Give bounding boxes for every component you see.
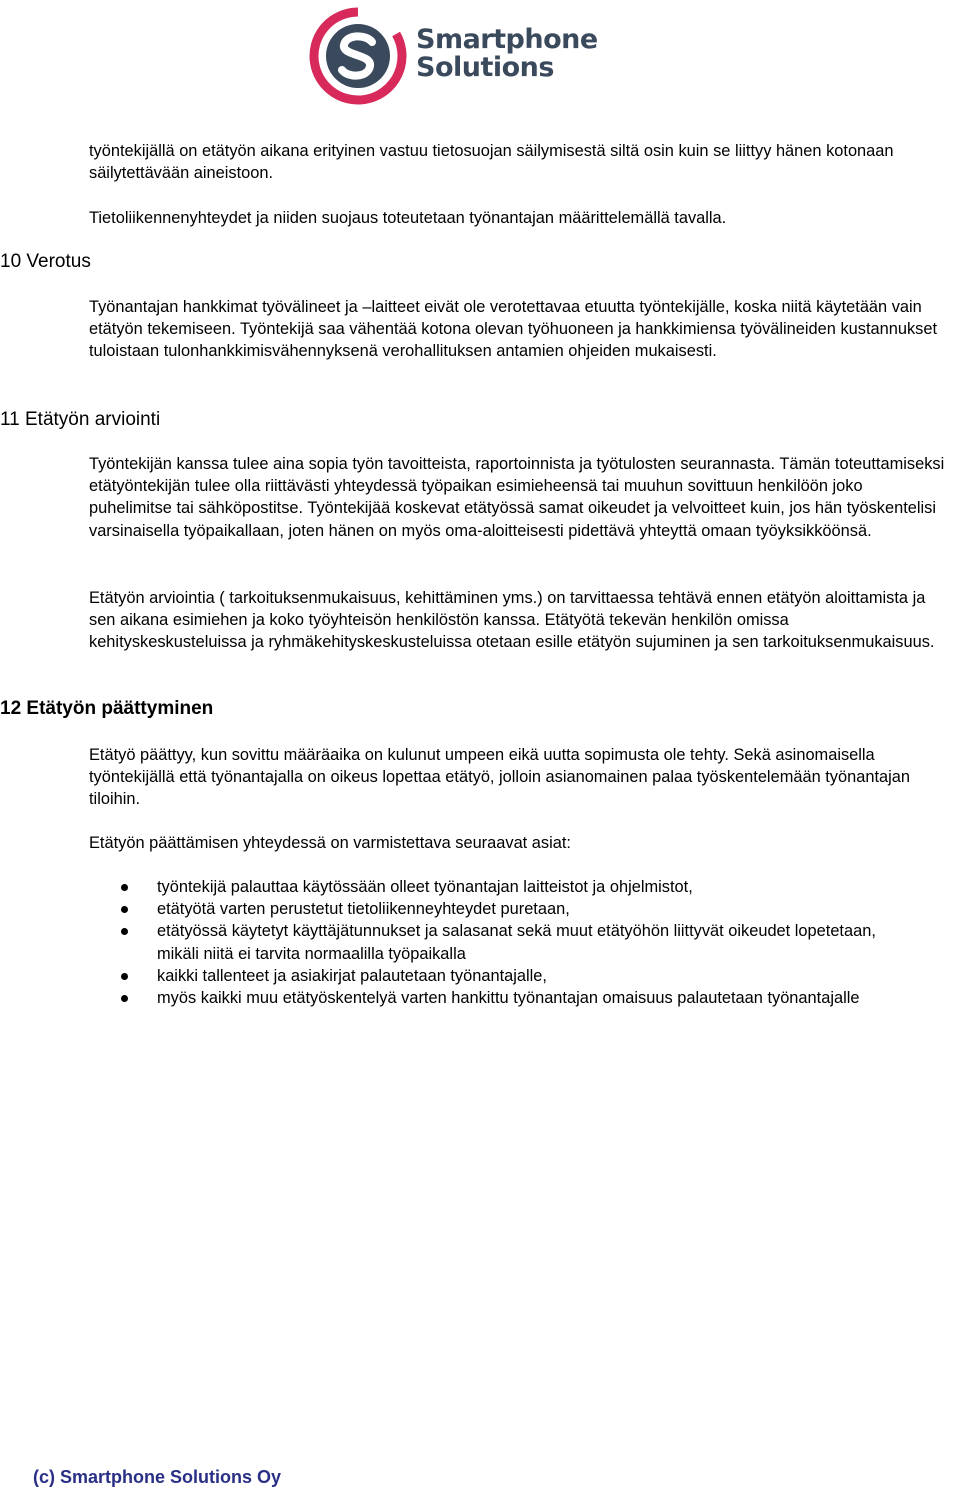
footer-copyright: (c) Smartphone Solutions Oy — [33, 1467, 282, 1487]
list-item-text: kaikki tallenteet ja asiakirjat palautetaan työnantajalle, — [157, 966, 547, 985]
list-item — [89, 898, 889, 920]
list-item-text: etätyötä varten perustetut tietoliikenneyhteydet puretaan, — [157, 900, 570, 919]
paragraph-paattyminen: Etätyö päättyy, kun sovittu määräaika on kulunut umpeen eikä uutta sopimusta ole tehty. Sekä asinomaisella työntekijällä että työnantajalla on oikeus lopettaa etätyö, jolloin asianomainen palaa työskentelemään työnantajan tiloihin. — [89, 746, 910, 809]
paragraph-tavoitteet: Työntekijän kanssa tulee aina sopia työn tavoitteista, raportoinnista ja työtulosten seurannasta. Tämän toteuttamiseksi etätyöntekijän tulee olla riittävästi yhteydessä työpaikan esimieheensä tai muuhun sovittuun henkilöön joko puhelimitse tai sähköpostitse. Työntekijää koskevat etätyössä samat oikeudet ja velvoitteet kuin, jos hän työskentelisi varsinaisella työpaikallaan, joten hänen on myös oma-aloitteisesti pidettävä yhteyttä omaan työyksikköönsä. — [89, 455, 945, 540]
logo-s-icon — [306, 4, 410, 108]
logo-line-1: Smartphone — [416, 24, 598, 55]
bullet-icon — [121, 928, 128, 935]
bullet-icon — [121, 995, 128, 1002]
heading-verotus: 10 Verotus — [0, 251, 91, 272]
list-item — [89, 965, 889, 987]
bullet-icon — [121, 906, 128, 913]
list-item-text: työntekijä palauttaa käytössään olleet työnantajan laitteistot ja ohjelmistot, — [157, 878, 693, 896]
paragraph-verotus: Työnantajan hankkimat työvälineet ja –laitteet eivät ole verotettavaa etuutta työntekijälle, koska niitä käytetään vain etätyön tekemiseen. Työntekijä saa vähentää kotona olevan työhuoneen ja hankkimiensa työvälineiden kustannukset tuloistaan tulonhankkimisvähennyksenä verohallituksen antamien ohjeiden mukaisesti. — [89, 298, 938, 361]
smartphone-solutions-logo — [306, 4, 598, 104]
list-item-text: etätyössä käytetyt käyttäjätunnukset ja salasanat sekä muut etätyöhön liittyvät oikeudet lopetetaan, mikäli niitä ei tarvita normaalilla työpaikalla — [157, 922, 876, 963]
heading-etatyon-arviointi: 11 Etätyön arviointi — [0, 409, 161, 430]
list-item — [89, 920, 889, 964]
paragraph-tietoliikenne: Tietoliikennenyhteydet ja niiden suojaus toteutetaan työnantajan määrittelemällä tavalla. — [89, 209, 727, 227]
paragraph-arviointi: Etätyön arviointia ( tarkoituksenmukaisuus, kehittäminen yms.) on tarvittaessa tehtävä ennen etätyön aloittamista ja sen aikana esimiehen ja koko työyhteisön henkilöstön kanssa. Etätyötä tekevän henkilön omissa kehityskeskusteluissa ja ryhmäkehityskeskusteluissa otetaan esille etätyön sujuminen ja sen tarkoituksenmukaisuus. — [89, 589, 935, 652]
list-item — [89, 987, 889, 1009]
bullet-icon — [121, 884, 128, 891]
list-item-text: myös kaikki muu etätyöskentelyä varten hankittu työnantajan omaisuus palautetaan työnantajalle — [157, 989, 860, 1008]
paragraph-varmistettava: Etätyön päättämisen yhteydessä on varmistettava seuraavat asiat: — [89, 834, 571, 852]
list-item — [89, 876, 889, 898]
heading-etatyon-paattyminen: 12 Etätyön päättyminen — [0, 698, 214, 719]
bullet-icon — [121, 973, 128, 980]
checklist — [89, 876, 889, 1009]
logo-line-2: Solutions — [416, 52, 554, 83]
logo-wordmark — [416, 26, 598, 82]
paragraph-tietosuoja: työntekijällä on etätyön aikana erityinen vastuu tietosuojan säilymisestä siltä osin kuin se liittyy hänen kotonaan säilytettävään aineistoon. — [89, 142, 894, 183]
